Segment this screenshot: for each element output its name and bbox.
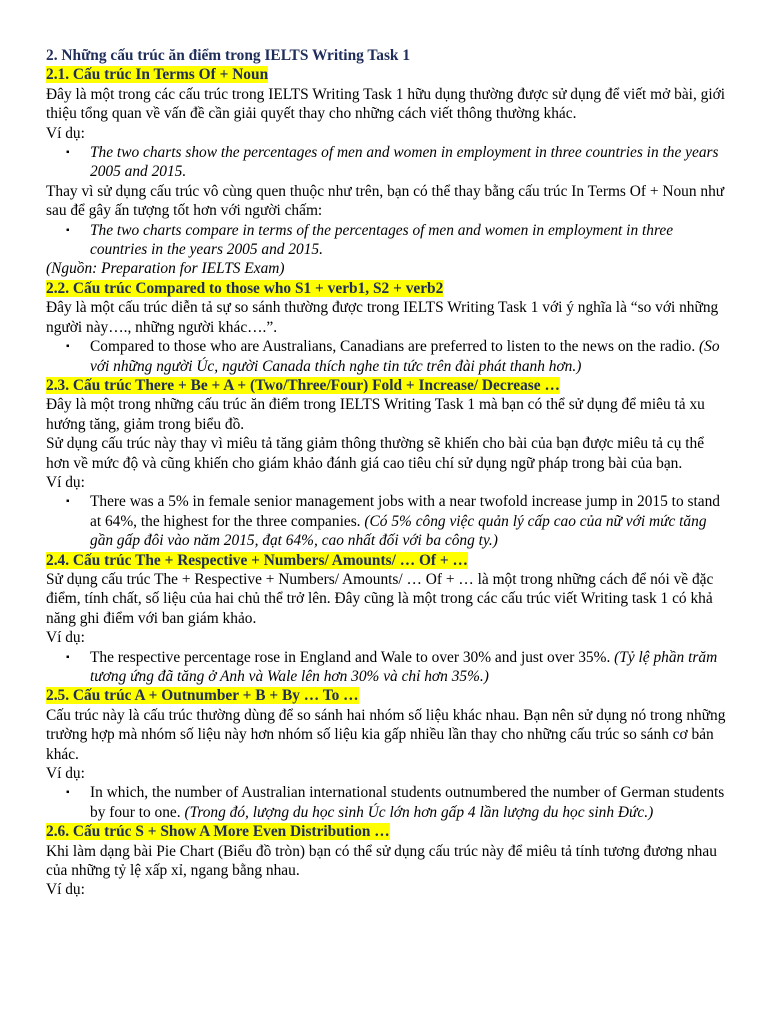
section-2-6-heading: 2.6. Cấu trúc S + Show A More Even Distribution … xyxy=(46,823,390,841)
example-vietnamese: (Trong đó, lượng du học sinh Úc lớn hơn gấp 4 lần lượng du học sinh Đức.) xyxy=(184,803,654,821)
section-2-1-heading: 2.1. Cấu trúc In Terms Of + Noun xyxy=(46,66,269,84)
section-2-5-example-label: Ví dụ: xyxy=(46,765,85,783)
section-2-6-example-label: Ví dụ: xyxy=(46,881,85,899)
section-2-3-intro: Đây là một trong những cấu trúc ăn điểm trong IELTS Writing Task 1 mà bạn có thể sử dụng để miêu tả xu hướng tăng, giảm trong biểu đồ. xyxy=(46,396,705,433)
section-2-4-intro: Sử dụng cấu trúc The + Respective + Numbers/ Amounts/ … Of + … là một trong những cách để nói về đặc điểm, tính chất, số liệu của hai chủ thể trở lên. Đây cũng là một trong các cấu trúc viết Writing task 1 có khả năng ghi điểm với ban giám khảo. xyxy=(46,570,714,627)
example-vietnamese: (Có 5% công việc quản lý cấp cao của nữ với mức tăng gần gấp đôi vào năm 2015, đạt 64%, cao nhất đối với ba công ty.) xyxy=(90,512,707,550)
list-item xyxy=(46,337,728,376)
section-2-3-example-label: Ví dụ: xyxy=(46,473,85,491)
section-2-3-heading: 2.3. Cấu trúc There + Be + A + (Two/Three/Four) Fold + Increase/ Decrease … xyxy=(46,376,560,394)
section-2-1-example-label: Ví dụ: xyxy=(46,124,85,142)
list-item xyxy=(46,648,728,687)
section-2-1-example-list-2 xyxy=(46,221,728,260)
section-2-5-heading: 2.5. Cấu trúc A + Outnumber + B + By … To … xyxy=(46,687,359,705)
section-2-3-example-list xyxy=(46,492,728,550)
section-2-5-intro: Cấu trúc này là cấu trúc thường dùng để so sánh hai nhóm số liệu khác nhau. Bạn nên sử dụng nó trong những trường hợp mà nhóm số liệu này hơn nhóm số liệu kia gấp nhiều lần thay cho những cấu trúc so sánh cơ bản khác. xyxy=(46,706,726,763)
list-item xyxy=(46,492,728,550)
example-vietnamese: (Tỷ lệ phần trăm tương ứng đã tăng ở Anh và Wale lên hơn 30% và chỉ hơn 35%.) xyxy=(90,648,718,685)
section-2-4-example-list xyxy=(46,648,728,687)
example-vietnamese: (So với những người Úc, người Canada thích nghe tin tức trên đài phát thanh hơn.) xyxy=(90,338,720,375)
section-2-2-intro: Đây là một cấu trúc diễn tả sự so sánh thường được trong IELTS Writing Task 1 với ý nghĩa là “so với những người này…., những người khác….”. xyxy=(46,299,719,336)
list-item xyxy=(46,783,728,822)
example-english: In which, the number of Australian international students outnumbered the number of German students by four to one. xyxy=(90,784,725,821)
example-english: There was a 5% in female senior management jobs with a near twofold increase jump in 2015 to stand at 64%, the highest for the three companies. xyxy=(90,493,720,530)
section-2-6-intro: Khi làm dạng bài Pie Chart (Biểu đồ tròn) bạn có thể sử dụng cấu trúc này để miêu tả tính tương đương nhau của những tỷ lệ xấp xỉ, ngang bằng nhau. xyxy=(46,842,717,880)
section-2-4-example-label: Ví dụ: xyxy=(46,629,85,647)
section-2-2-example-list xyxy=(46,337,728,376)
section-2-1-source: (Nguồn: Preparation for IELTS Exam) xyxy=(46,260,285,278)
list-item: ▪ The two charts compare in terms of the percentages of men and women in employment in three countries in the years 2005 and 2015. xyxy=(46,221,728,260)
section-2-1-example-list-1 xyxy=(46,143,728,182)
example-english: The respective percentage rose in England and Wale to over 30% and just over 35%. xyxy=(90,648,611,666)
section-2-3-paragraph: Sử dụng cấu trúc này thay vì miêu tả tăng giảm thông thường sẽ khiến cho bài của bạn được miêu tả cụ thể hơn về mức độ và cũng khiến cho giám khảo đánh giá cao tiêu chí sử dụng ngữ pháp trong bài của bạn. xyxy=(46,435,705,472)
section-2-1-intro: Đây là một trong các cấu trúc trong IELTS Writing Task 1 hữu dụng thường được sử dụng để viết mở bài, giới thiệu tổng quan về vấn đề cần giải quyết thay cho những cách viết thông thường khác. xyxy=(46,85,726,123)
list-item: ▪ The two charts show the percentages of men and women in employment in three countries in the years 2005 and 2015. xyxy=(46,143,728,182)
example-english: Compared to those who are Australians, Canadians are preferred to listen to the news on the radio. xyxy=(90,338,696,356)
section-2-1-middle: Thay vì sử dụng cấu trúc vô cùng quen thuộc như trên, bạn có thể thay bằng cấu trúc In Terms Of + Noun như sau để gây ấn tượng tốt hơn với người chấm: xyxy=(46,182,725,220)
section-2-5-example-list xyxy=(46,783,728,822)
section-2-2-heading: 2.2. Cấu trúc Compared to those who S1 + verb1, S2 + verb2 xyxy=(46,279,444,297)
section-2-4-heading: 2.4. Cấu trúc The + Respective + Numbers/ Amounts/ … Of + … xyxy=(46,551,468,569)
document-title: 2. Những cấu trúc ăn điểm trong IELTS Writing Task 1 xyxy=(46,47,411,64)
